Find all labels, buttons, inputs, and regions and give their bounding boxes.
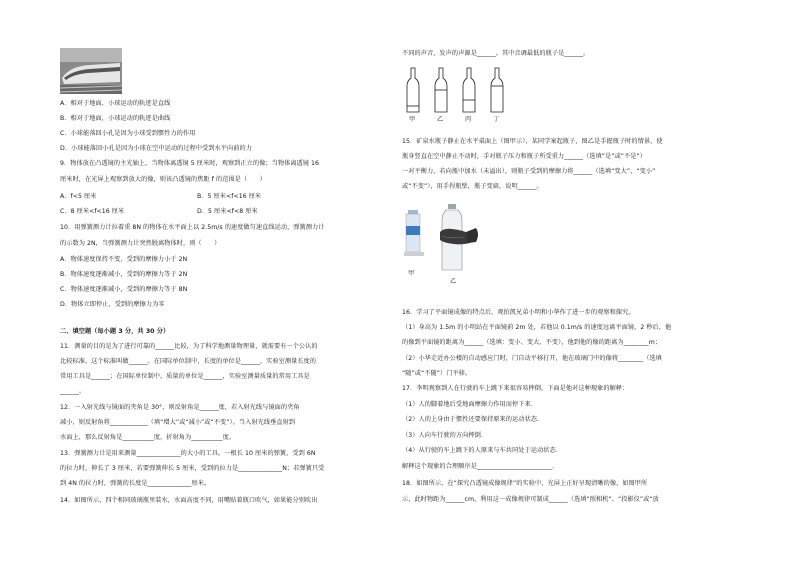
bottle-label-jia: 甲 [409, 116, 416, 123]
q17-item-2: （2）人的上身由于惯性还要保持原来的运动状态． [402, 416, 544, 423]
q17-answer: 解释这个现象的合理顺序是________________________． [402, 463, 559, 470]
bottle-label-bing: 丙 [465, 116, 472, 123]
q10-option-c: C．物体速度逐渐减小，受到的摩擦力等于 8N [60, 286, 188, 293]
q15-line-1: 15．矿泉水瓶子静止在水平桌面上（图甲示），某同学案起瓶子，图乙是手握瓶子时的情景，使 [402, 138, 663, 145]
q11-line-3: 常用工具是______；在国际单位制中，质量的单位是______，实验室测量质量的常用工具是 [60, 373, 310, 380]
bottle-label-yi: 乙 [437, 116, 444, 123]
water-bottle-photo [404, 202, 494, 276]
water-bottle-photos [404, 202, 494, 287]
q16-line-4: （2）小华走近办公楼的自动感应门时，门自动平移打开，他在玻璃门中的像将________（选填 [402, 355, 662, 362]
q11-line-4: ______。 [60, 388, 86, 395]
q17-item-4: （4）从行驶的车上跳下的人原来与车共同处于运动状态． [402, 447, 562, 454]
q8-option-d: D．小球能落回小孔是因为小球在空中运动的过程中受到水平向前的力 [60, 145, 252, 152]
q8-option-c: C．小球能落回小孔是因为小球受到惯性力的作用 [60, 130, 196, 137]
bottle-label-ding: 丁 [493, 116, 500, 123]
photo-label-yi: 乙 [450, 278, 457, 285]
q11-line-2: 比较标准，这个标准叫做______。在国际单位制中，长度的单位是______，实验室测量长度的 [60, 358, 317, 365]
q14-line-1: 14．如图所示，四个相同玻璃瓶里装水，水面高度不同，用嘴贴着瓶口吹气，如果能分别吹出 [60, 497, 318, 504]
q17-item-1: （1）人的脚着地后受地面摩擦力作用而停下来． [402, 401, 537, 408]
q10-option-b: B．物体速度逐渐减小，受到的摩擦力等于 2N [60, 271, 188, 278]
section-heading: 二、填空题（每小题 3 分，共 30 分） [60, 328, 170, 335]
q10-option-d: D．物体立即停止，受到的摩擦力为零 [60, 301, 165, 308]
q13-line-3: 到 4N 的拉力时，弹簧的长度是______________厘米。 [60, 480, 211, 487]
q17-stem: 17．李明观察到人在行驶的车上跳下来很容易摔倒，下面是他对这种现象的解释： [402, 385, 629, 392]
q9-stem-1: 9．物体放在凸透镜的主光轴上，当物体离透镜 5 厘米时，观察到正立的像；当物体离透镜 16 [60, 160, 320, 167]
q18-line-1: 18．如图所示，在“探究凸透镜成像规律”的实验中，光屏上正好呈现清晰的像，如图甲所 [402, 480, 648, 487]
q10-stem-1: 10．用弹簧测力计拉着重 8N 的物体在水平面上以 2.5m/s 的速度做匀速直线运动，弹簧测力计 [60, 224, 325, 231]
q10-stem-2: 的示数为 2N，当弹簧测力计突然脱离物体时，则（ ） [60, 240, 221, 247]
q13-line-1: 13．弹簧测力计是用来测量______________的大小的工具。一根长 10 厘米的弹簧，受到 6N [60, 450, 316, 457]
bullet-train-image [60, 48, 122, 94]
q16-line-2: （1）身高为 1.5m 的小明站在平面镜前 2m 处，若他以 0.1m/s 的速度远离平面镜，2 秒后，他 [402, 324, 672, 331]
q8-option-a: A．相对于地面，小球运动的轨迹是直线 [60, 100, 171, 107]
q17-item-3: （3）人向车行驶的方向摔倒． [402, 432, 488, 439]
q16-line-1: 16．学习了平面镜成像的特点后，观拍凯兄弟小明和小华作了进一步的观察和探究。 [402, 309, 635, 316]
q15-line-3: 一对平衡力，若向瓶中加水（未溢出），则瓶子受到的摩擦力将______（选填“变大”、“变小” [402, 168, 656, 175]
q15-line-4: 或“不变”），用手捏瓶壁，瓶子变扁，说明______。 [402, 183, 543, 190]
q11-line-1: 11．测量的目的是为了进行可靠的______比较，为了科学地测量物理量，就需要有一个公认的 [60, 343, 318, 350]
q9-stem-2: 厘米时，在光屏上观察到放大的像，则该凸透镜的焦距 f 的范围是（ ） [60, 176, 266, 183]
q10-option-a: A．物体速度保持不变，受到的摩擦力小于 2N [60, 256, 188, 263]
q16-line-3: 的像到平面镜的距离为______（选填：变小、变大、不变），他到他的像的距离为________m； [402, 339, 662, 346]
train-photo [60, 48, 122, 94]
q12-line-1: 12．一入射光线与镜面的夹角是 30°，则反射角是______度，若入射光线与镜面的夹角 [60, 404, 300, 411]
q9-option-b: B．5 厘米<f<16 厘米 [197, 193, 262, 200]
q18-line-2: 示，此时物距为______cm，利用这一成像规律可制成______（选填“照相机”、“投影仪”或“放 [402, 496, 659, 503]
four-bottles-drawing [404, 66, 504, 116]
q12-line-2: 减小，则反射角将____________（填“增大”或“减小”或“不变”）。当入射光线垂直射到 [60, 419, 296, 426]
q9-option-d: D．5 厘米<f<8 厘米 [197, 208, 258, 215]
q14-line-2: 不同的声音，发声的声源是______。其中音调最低的瓶子是______。 [402, 50, 590, 57]
q13-line-2: 的拉力时，伸长了 3 厘米，若要弹簧伸长 5 厘米，受到的拉力是______________N；若弹簧只受 [60, 465, 325, 472]
bottles-figure [404, 66, 504, 126]
q8-option-b: B．相对于地面，小球运动的轨迹是曲线 [60, 115, 171, 122]
q12-line-3: 水面上，那么反射角是__________度，折射角为__________度。 [60, 434, 236, 441]
q9-option-c: C．8 厘米<f<16 厘米 [60, 208, 125, 215]
photo-label-jia: 甲 [408, 270, 415, 277]
q16-line-5: “随”或“不随”）门平移。 [402, 370, 472, 377]
q9-option-a: A．f<5 厘米 [60, 193, 97, 200]
q15-line-2: 瓶身竖直在空中静止不动时，手对瓶子压力和瓶子所受重力______（选填“是”或“不是”） [402, 153, 646, 160]
